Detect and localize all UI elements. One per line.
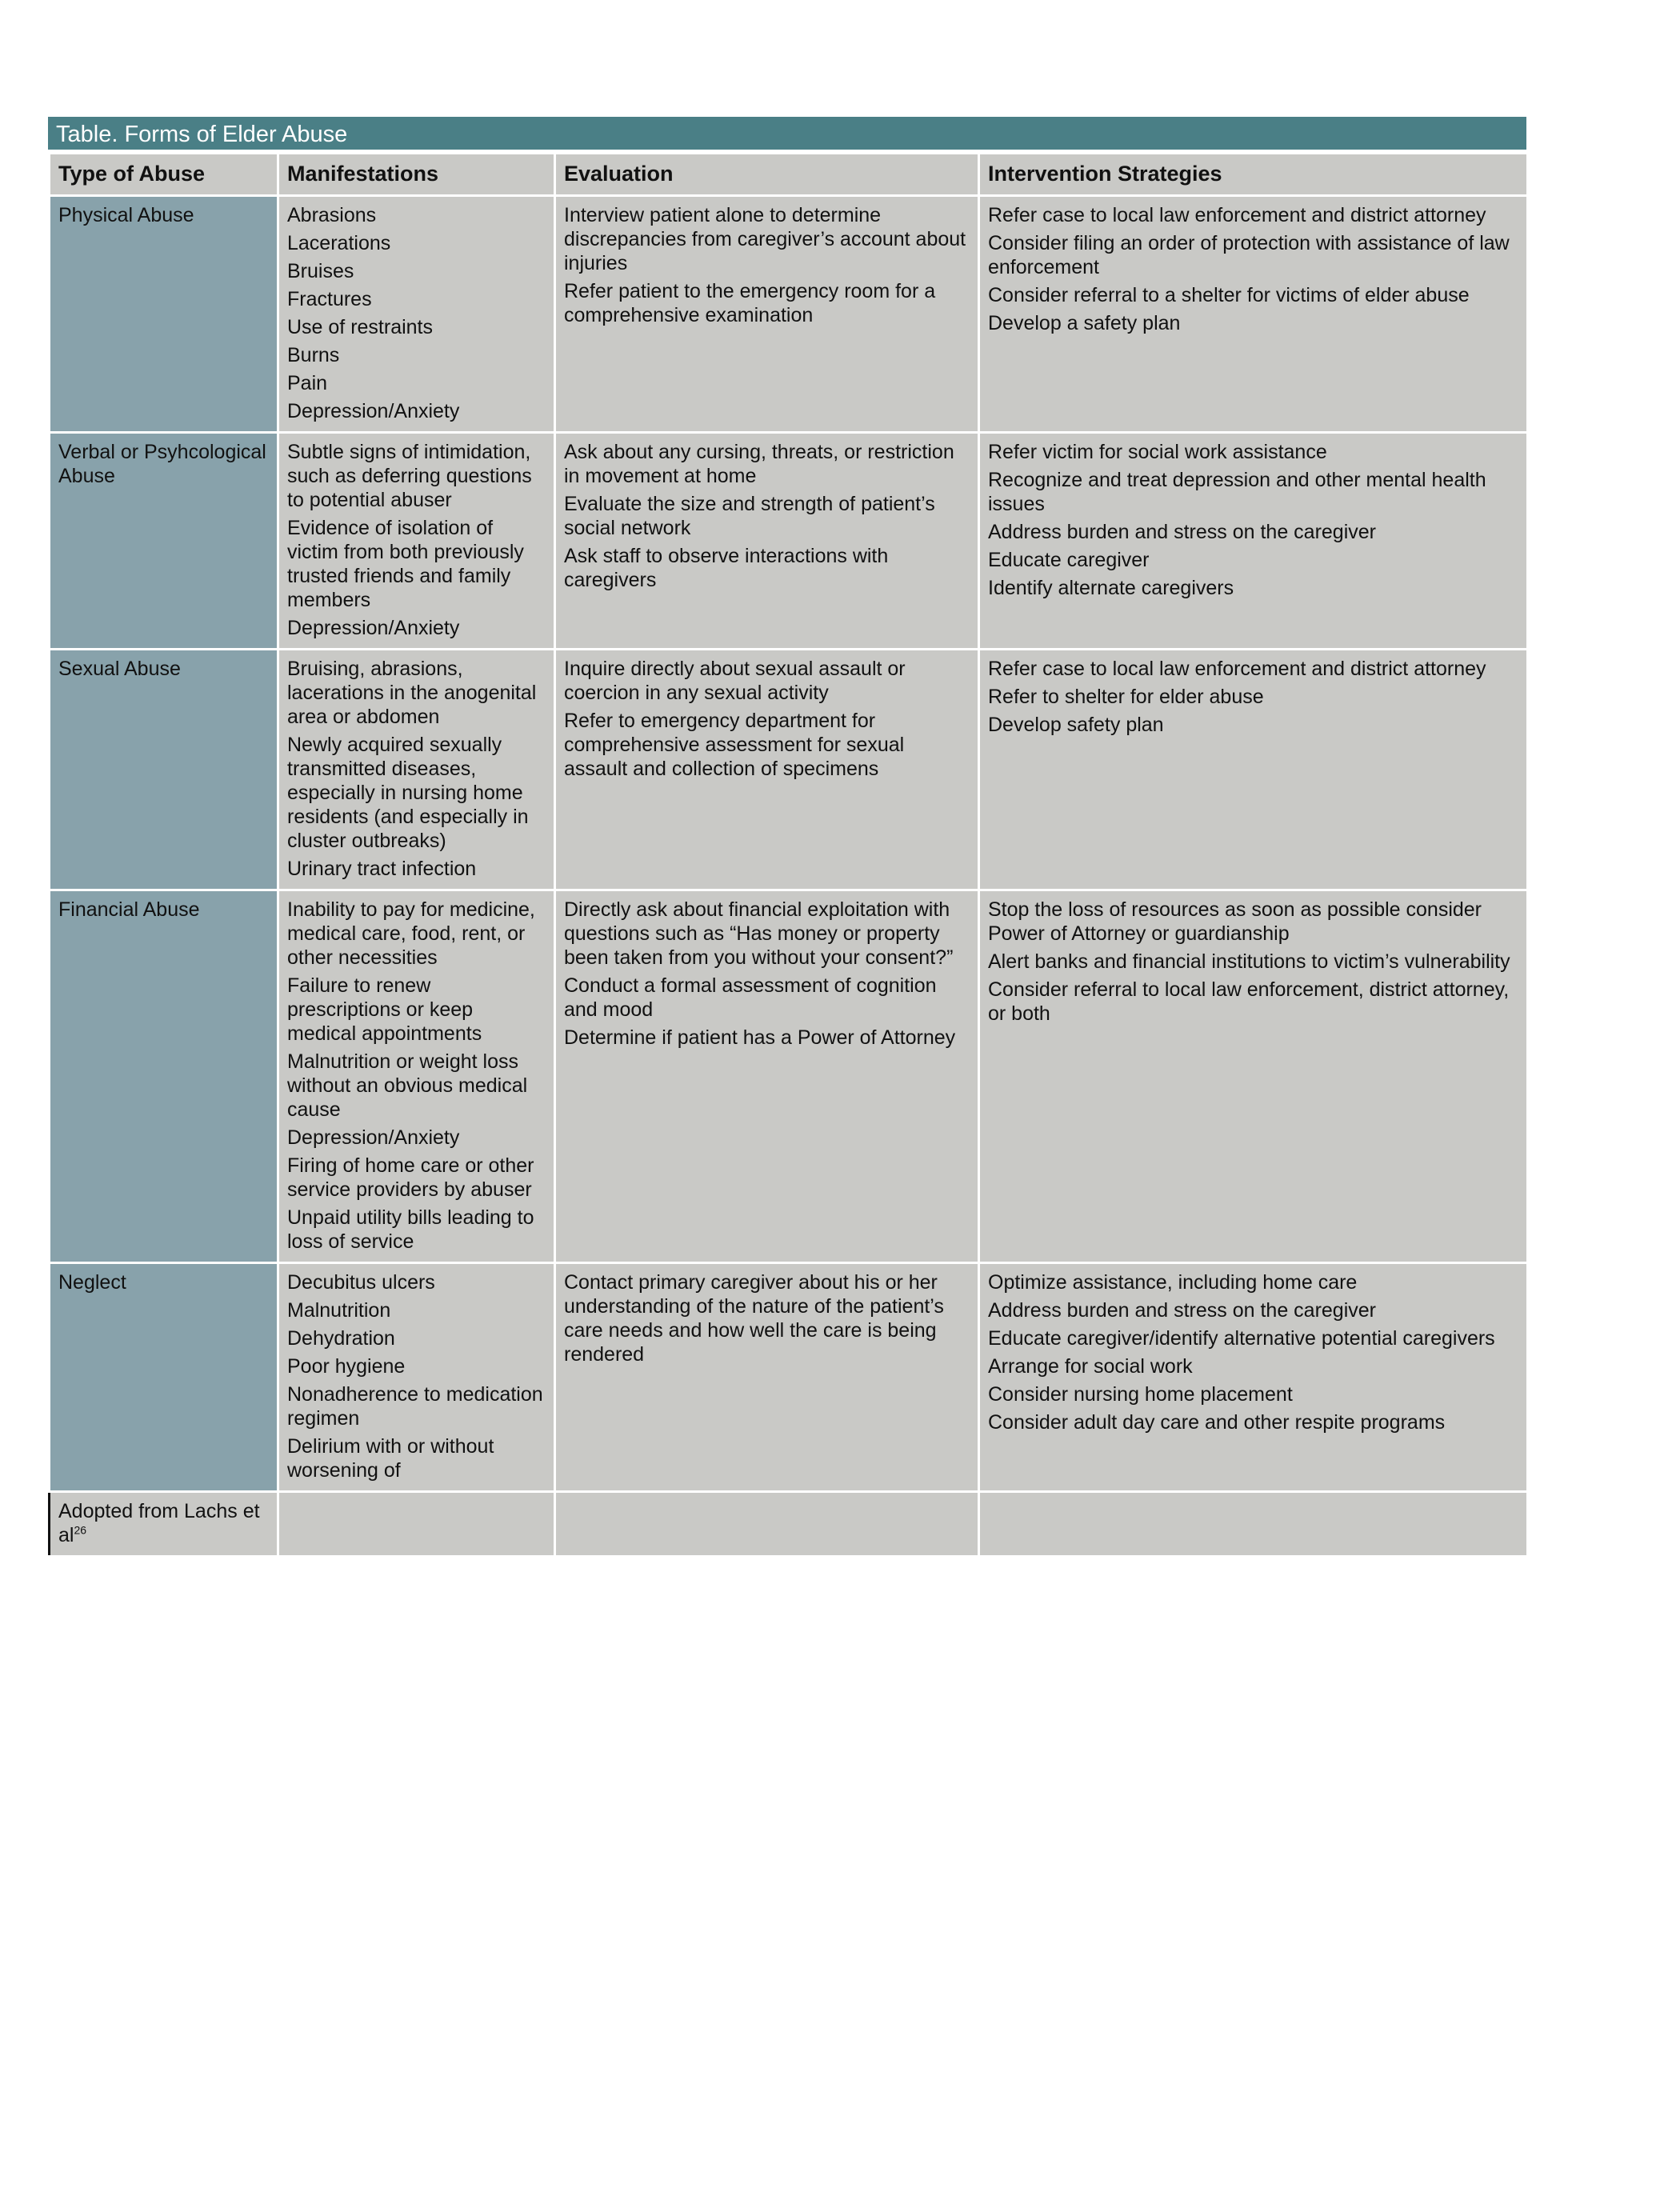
interventions-cell: [979, 890, 1528, 1263]
list-item: Failure to renew prescriptions or keep medical appointments: [287, 974, 482, 1045]
source-text: Adopted from Lachs et al: [58, 1500, 260, 1546]
list-item: Pain: [287, 372, 328, 394]
list-item: Conduct a formal assessment of cognition and mood: [564, 974, 937, 1021]
list-item: Arrange for social work: [988, 1355, 1193, 1378]
elder-abuse-table: [48, 117, 1526, 1558]
list-item: Delirium with or without worsening of: [287, 1435, 494, 1482]
abuse-type: Verbal or Psyhcological Abuse: [50, 433, 278, 650]
interventions-cell: [979, 650, 1528, 890]
list-item: Directly ask about financial exploitation with questions such as “Has money or property been taken from you without your consent?”: [564, 898, 954, 969]
table-row: [50, 433, 1528, 650]
list-item: Evaluate the size and strength of patient’s social network: [564, 493, 935, 539]
abuse-type: Physical Abuse: [50, 196, 278, 433]
list-item: Abrasions: [287, 204, 377, 226]
empty-cell: [979, 1492, 1528, 1557]
list-item: Lacerations: [287, 232, 391, 254]
abuse-type: Financial Abuse: [50, 890, 278, 1263]
list-item: Consider adult day care and other respite programs: [988, 1411, 1446, 1434]
header-type: Type of Abuse: [50, 154, 278, 196]
list-item: Interview patient alone to determine discrepancies from caregiver’s account about injuries: [564, 204, 966, 274]
list-item: Use of restraints: [287, 316, 434, 338]
list-item: Refer case to local law enforcement and district attorney: [988, 658, 1486, 680]
abuse-type: Sexual Abuse: [50, 650, 278, 890]
manifestations-cell: [278, 650, 555, 890]
interventions-cell: [979, 196, 1528, 433]
list-item: Address burden and stress on the caregiver: [988, 521, 1376, 543]
list-item: Unpaid utility bills leading to loss of service: [287, 1206, 534, 1253]
list-item: Address burden and stress on the caregiver: [988, 1299, 1376, 1322]
manifestations-cell: [278, 196, 555, 433]
list-item: Nonadherence to medication regimen: [287, 1383, 543, 1430]
list-item: Identify alternate caregivers: [988, 577, 1234, 599]
list-item: Bruising, abrasions, lacerations in the anogenital area or abdomen: [287, 658, 537, 728]
list-item: Depression/Anxiety: [287, 1126, 460, 1149]
list-item: Ask staff to observe interactions with caregivers: [564, 545, 889, 591]
table-row: [50, 650, 1528, 890]
list-item: Dehydration: [287, 1327, 395, 1350]
list-item: Refer to shelter for elder abuse: [988, 686, 1264, 708]
list-item: Consider filing an order of protection with assistance of law enforcement: [988, 232, 1510, 278]
list-item: Decubitus ulcers: [287, 1271, 435, 1294]
list-item: Contact primary caregiver about his or her understanding of the nature of the patient’s care needs and how well the care is being rendered: [564, 1271, 944, 1366]
evaluation-cell: [555, 196, 979, 433]
list-item: Refer patient to the emergency room for a comprehensive examination: [564, 280, 936, 326]
list-item: Bruises: [287, 260, 354, 282]
list-item: Consider referral to a shelter for victims of elder abuse: [988, 284, 1470, 306]
evaluation-cell: [555, 890, 979, 1263]
interventions-cell: [979, 433, 1528, 650]
table-row: [50, 890, 1528, 1263]
list-item: Consider referral to local law enforcement, district attorney, or both: [988, 978, 1510, 1025]
empty-cell: [278, 1492, 555, 1557]
list-item: Ask about any cursing, threats, or restriction in movement at home: [564, 441, 954, 487]
footer-row: [50, 1492, 1528, 1557]
evaluation-cell: [555, 650, 979, 890]
list-item: Educate caregiver: [988, 549, 1150, 571]
list-item: Refer to emergency department for comprehensive assessment for sexual assault and collection of specimens: [564, 710, 905, 780]
list-item: Subtle signs of intimidation, such as deferring questions to potential abuser: [287, 441, 532, 511]
list-item: Recognize and treat depression and other mental health issues: [988, 469, 1486, 515]
header-evaluation: Evaluation: [555, 154, 979, 196]
interventions-cell: [979, 1263, 1528, 1492]
table-row: [50, 1263, 1528, 1492]
list-item: Depression/Anxiety: [287, 400, 460, 422]
reference-number: 26: [74, 1523, 87, 1537]
list-item: Optimize assistance, including home care: [988, 1271, 1358, 1294]
table-title: Table. Forms of Elder Abuse: [48, 117, 1526, 152]
list-item: Develop a safety plan: [988, 312, 1181, 334]
list-item: Stop the loss of resources as soon as possible consider Power of Attorney or guardianship: [988, 898, 1482, 945]
evaluation-cell: [555, 1263, 979, 1492]
manifestations-cell: [278, 433, 555, 650]
list-item: Alert banks and financial institutions to victim’s vulnerability: [988, 950, 1510, 973]
list-item: Firing of home care or other service providers by abuser: [287, 1154, 534, 1201]
header-manifestations: Manifestations: [278, 154, 555, 196]
list-item: Depression/Anxiety: [287, 617, 460, 639]
list-item: Inability to pay for medicine, medical care, food, rent, or other necessities: [287, 898, 535, 969]
manifestations-cell: [278, 890, 555, 1263]
list-item: Consider nursing home placement: [988, 1383, 1293, 1406]
list-item: Newly acquired sexually transmitted diseases, especially in nursing home residents (and especially in cluster outbreaks): [287, 734, 529, 852]
manifestations-cell: [278, 1263, 555, 1492]
list-item: Develop safety plan: [988, 714, 1164, 736]
header-interventions: Intervention Strategies: [979, 154, 1528, 196]
list-item: Fractures: [287, 288, 372, 310]
evaluation-cell: [555, 433, 979, 650]
list-item: Educate caregiver/identify alternative potential caregivers: [988, 1327, 1495, 1350]
list-item: Malnutrition: [287, 1299, 391, 1322]
list-item: Malnutrition or weight loss without an obvious medical cause: [287, 1050, 528, 1121]
list-item: Refer victim for social work assistance: [988, 441, 1327, 463]
list-item: Evidence of isolation of victim from both previously trusted friends and family members: [287, 517, 524, 611]
abuse-type: Neglect: [50, 1263, 278, 1492]
list-item: Determine if patient has a Power of Attorney: [564, 1026, 956, 1049]
list-item: Poor hygiene: [287, 1355, 406, 1378]
table-row: [50, 196, 1528, 433]
list-item: Urinary tract infection: [287, 858, 477, 880]
list-item: Burns: [287, 344, 340, 366]
abuse-table-grid: [48, 152, 1529, 1558]
source-note: [50, 1492, 278, 1557]
header-row: [50, 154, 1528, 196]
empty-cell: [555, 1492, 979, 1557]
list-item: Inquire directly about sexual assault or coercion in any sexual activity: [564, 658, 906, 704]
list-item: Refer case to local law enforcement and district attorney: [988, 204, 1486, 226]
